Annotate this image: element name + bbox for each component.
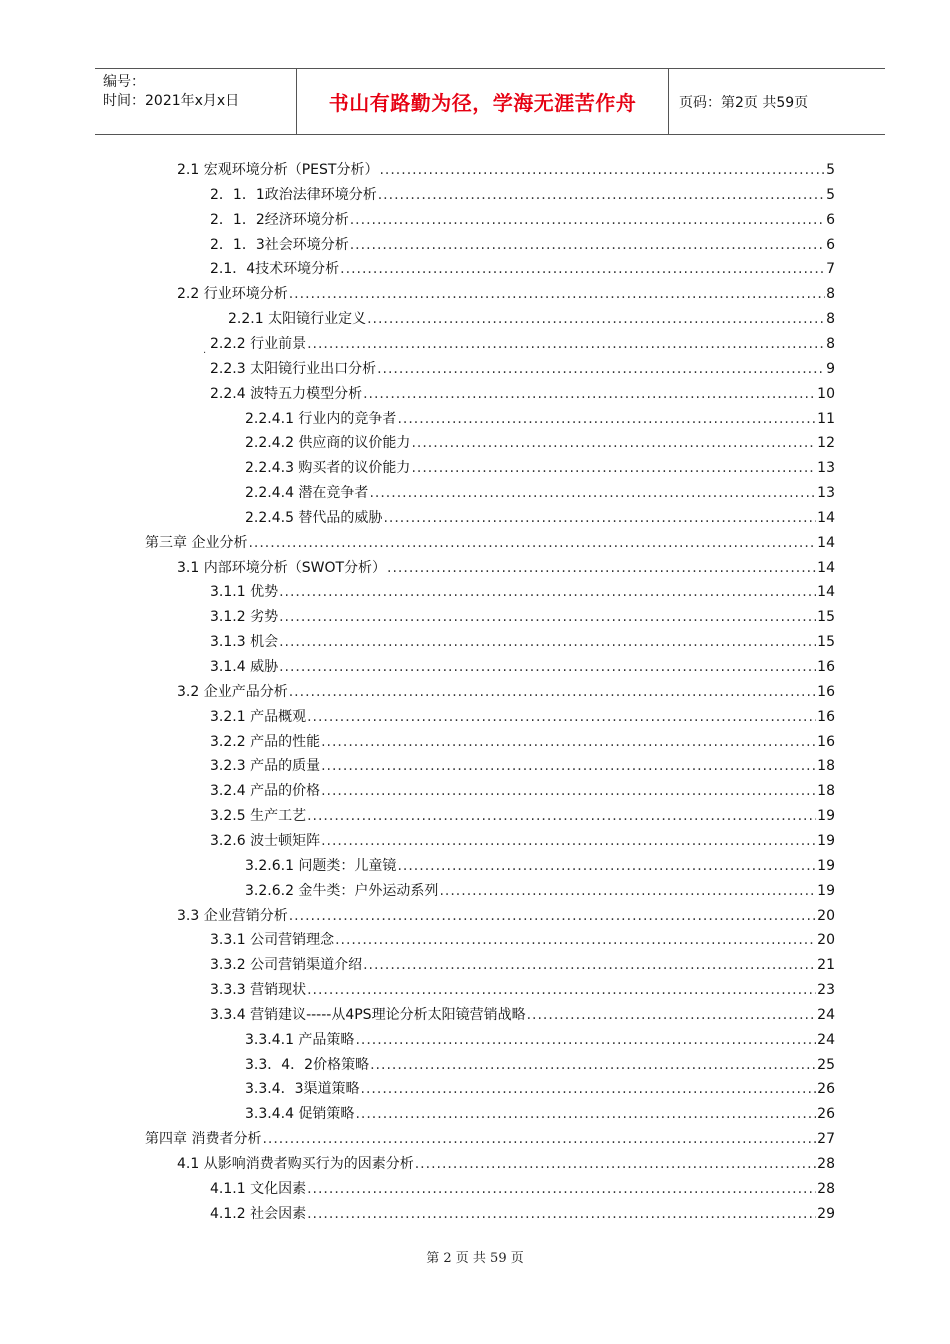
toc-entry[interactable] [210,605,835,629]
toc-entry[interactable] [210,1003,835,1027]
toc-entry[interactable] [210,754,835,778]
toc-entry-page: 20 [817,907,835,924]
toc-entry-title: 2.2.3 太阳镜行业出口分析 [210,360,377,377]
toc-leader-dots [289,904,816,928]
document-number-label: 编号： [103,74,145,90]
toc-entry-title: 3.2.6 波士顿矩阵 [210,832,321,849]
toc-entry-page: 13 [817,485,835,502]
toc-leader-dots [363,953,816,977]
toc-leader-dots [262,1127,816,1151]
toc-leader-dots [415,1152,816,1176]
toc-entry-title: 2.2.4.2 供应商的议价能力 [245,435,411,452]
toc-leader-dots [279,605,816,629]
toc-leader-dots [279,580,816,604]
toc-leader-dots [355,1102,816,1126]
toc-leader-dots [377,357,825,381]
header-meta [95,69,296,134]
toc-entry[interactable] [177,282,835,306]
toc-leader-dots [307,804,816,828]
toc-entry[interactable] [245,456,835,480]
toc-leader-dots [279,655,816,679]
toc-entry-page: 29 [817,1205,835,1222]
toc-entry-page: 19 [817,857,835,874]
toc-entry[interactable] [245,431,835,455]
toc-entry[interactable] [245,879,835,903]
toc-leader-dots [411,456,816,480]
toc-entry[interactable] [145,531,835,555]
toc-entry-page: 12 [817,435,835,452]
toc-entry-title: 4.1.1 文化因素 [210,1180,307,1197]
toc-entry-title: 3.2.2 产品的性能 [210,733,321,750]
toc-entry-title: 3.3.3 营销现状 [210,982,307,999]
toc-entry-page: 19 [817,832,835,849]
toc-leader-dots [321,829,816,853]
toc-entry[interactable] [245,1077,835,1101]
toc-entry-page: 9 [826,360,835,377]
toc-leader-dots [369,481,816,505]
toc-leader-dots [379,158,825,182]
toc-entry[interactable] [210,705,835,729]
toc-entry[interactable] [145,1127,835,1151]
toc-entry-page: 16 [817,659,835,675]
toc-entry-title: 3.1.3 机会 [210,634,279,651]
toc-entry[interactable] [210,357,835,381]
toc-entry-title: 2.2.4.4 潜在竞争者 [245,485,369,502]
toc-leader-dots [378,183,825,207]
toc-entry-page: 28 [817,1156,835,1172]
toc-entry[interactable] [210,655,835,679]
toc-entry-title: 2.1 宏观环境分析（PEST分析） [177,162,379,178]
toc-leader-dots [321,730,816,754]
toc-entry-page: 26 [817,1106,835,1123]
toc-leader-dots [289,282,825,306]
toc-leader-dots [279,630,816,654]
toc-entry-title: 2.1．4技术环境分析 [210,261,340,278]
toc-entry-page: 6 [826,211,835,228]
toc-entry-title: 2.2 行业环境分析 [177,286,288,303]
toc-entry[interactable] [210,1177,835,1201]
toc-leader-dots [527,1003,817,1027]
toc-entry-title: 3.3.4.1 产品策略 [245,1031,355,1048]
toc-entry-page: 27 [817,1131,835,1148]
toc-entry-title: 第三章 企业分析 [145,534,248,551]
toc-leader-dots [397,854,816,878]
page-header [95,68,885,135]
toc-entry-page: 14 [817,584,835,601]
toc-leader-dots [289,680,816,704]
page-info-text: 页码：第2页 共59页 [679,94,809,111]
toc-leader-dots [350,208,825,232]
toc-entry-page: 18 [817,758,835,775]
toc-leader-dots [307,1177,816,1201]
toc-entry-title: 第四章 消费者分析 [145,1131,262,1148]
toc-entry[interactable] [245,1102,835,1126]
toc-leader-dots [335,928,816,952]
toc-entry-title: 3.3.4．3渠道策略 [245,1081,360,1098]
toc-entry-title: 3.3 企业营销分析 [177,907,288,924]
toc-entry[interactable] [210,630,835,654]
toc-entry-title: 3.3．4．2价格策略 [245,1056,370,1073]
toc-entry-page: 16 [817,708,835,725]
toc-leader-dots [367,307,825,331]
toc-entry-title: 3.2 企业产品分析 [177,683,288,700]
toc-entry[interactable] [210,804,835,828]
toc-entry-page: 5 [826,186,835,203]
toc-entry-title: 3.1.2 劣势 [210,609,279,626]
toc-entry[interactable] [228,307,835,331]
toc-leader-dots [397,407,816,431]
toc-leader-dots [248,531,816,555]
toc-entry-title: 2.2.2 行业前景 [210,335,307,352]
toc-entry[interactable] [210,208,835,232]
toc-entry-page: 14 [817,534,835,551]
toc-leader-dots [383,506,816,530]
toc-entry[interactable] [245,854,835,878]
toc-entry-title: 2．1．3社会环境分析 [210,236,349,253]
document-time: 时间：2021年x月x日 [103,93,240,109]
header-page-info [669,69,885,134]
toc-entry-page: 11 [817,410,835,427]
toc-entry[interactable] [210,332,835,356]
toc-entry-page: 25 [817,1056,835,1073]
toc-entry-page: 5 [826,162,835,178]
toc-entry-title: 2.2.1 太阳镜行业定义 [228,311,367,328]
toc-entry[interactable] [177,1152,835,1176]
toc-leader-dots [307,978,816,1002]
toc-entry-title: 3.1 内部环境分析（SWOT分析） [177,559,387,576]
toc-entry-title: 4.1.2 社会因素 [210,1205,307,1222]
toc-entry[interactable] [210,233,835,257]
toc-entry-page: 15 [817,609,835,626]
toc-entry-title: 3.2.6.2 金牛类：户外运动系列 [245,882,439,899]
toc-leader-dots [355,1028,816,1052]
toc-entry[interactable] [177,158,835,182]
toc-leader-dots [370,1053,816,1077]
toc-leader-dots [340,257,825,281]
toc-entry-page: 23 [817,982,835,999]
toc-leader-dots [361,1077,817,1101]
toc-entry-page: 18 [817,783,835,800]
toc-leader-dots [439,879,816,903]
toc-entry-title: 3.3.2 公司营销渠道介绍 [210,957,363,974]
toc-entry-page: 24 [817,1031,835,1048]
toc-entry-page: 19 [817,882,835,899]
toc-entry[interactable] [177,556,835,580]
toc-entry-title: 3.2.5 生产工艺 [210,808,307,825]
toc-entry-page: 8 [826,286,835,303]
toc-entry[interactable] [210,580,835,604]
toc-leader-dots [363,382,816,406]
toc-leader-dots [307,332,825,356]
toc-entry-page: 28 [817,1180,835,1197]
toc-entry-title: 2.2.4.3 购买者的议价能力 [245,460,411,477]
page-footer [0,1247,950,1266]
toc-entry-page: 16 [817,683,835,700]
toc-entry-title: 3.2.3 产品的质量 [210,758,321,775]
toc-entry[interactable] [245,1028,835,1052]
toc-entry-page: 21 [817,957,835,974]
toc-entry[interactable] [210,829,835,853]
toc-entry[interactable] [210,928,835,952]
toc-entry-title: 3.3.1 公司营销理念 [210,932,335,949]
toc-leader-dots [321,754,816,778]
toc-entry[interactable] [210,953,835,977]
stray-mark: . [203,345,207,356]
toc-entry-page: 10 [817,385,835,402]
toc-entry[interactable] [245,506,835,530]
toc-entry-page: 8 [826,335,835,352]
toc-entry[interactable] [210,257,835,281]
toc-entry-page: 19 [817,808,835,825]
toc-entry-page: 26 [817,1081,835,1098]
toc-entry-title: 3.2.1 产品概观 [210,708,307,725]
toc-entry-title: 3.2.4 产品的价格 [210,783,321,800]
toc-entry-title: 3.2.6.1 问题类：儿童镜 [245,857,397,874]
toc-entry[interactable] [210,978,835,1002]
toc-entry-title: 3.1.4 威胁 [210,659,279,675]
toc-entry-page: 24 [817,1006,835,1023]
toc-entry[interactable] [245,481,835,505]
toc-entry-title: 3.1.1 优势 [210,584,279,601]
header-motto-cell [296,69,669,134]
toc-entry[interactable] [210,779,835,803]
toc-entry[interactable] [210,1202,835,1226]
toc-entry-title: 2.2.4.1 行业内的竞争者 [245,410,397,427]
toc-entry-page: 14 [817,509,835,526]
toc-entry[interactable] [177,904,835,928]
toc-entry-page: 7 [826,261,835,278]
toc-leader-dots [307,705,816,729]
toc-leader-dots [307,1202,816,1226]
toc-entry[interactable] [177,680,835,704]
toc-entry-page: 15 [817,634,835,651]
toc-leader-dots [350,233,825,257]
toc-entry-page: 14 [817,559,835,576]
toc-leader-dots [387,556,816,580]
toc-entry[interactable] [210,730,835,754]
toc-entry-title: 4.1 从影响消费者购买行为的因素分析 [177,1156,414,1172]
toc-entry-title: 3.3.4.4 促销策略 [245,1106,355,1123]
toc-entry-title: 3.3.4 营销建议-----从4PS理论分析太阳镜营销战略 [210,1006,526,1023]
toc-entry-title: 2.2.4 波特五力模型分析 [210,385,363,402]
toc-entry[interactable] [210,382,835,406]
toc-entry[interactable] [245,407,835,431]
toc-entry-page: 8 [826,311,835,328]
footer-page-number: 第 2 页 共 59 页 [426,1251,524,1266]
toc-entry[interactable] [210,183,835,207]
toc-entry-page: 20 [817,932,835,949]
toc-entry-title: 2．1．2经济环境分析 [210,211,349,228]
toc-entry-page: 16 [817,733,835,750]
toc-entry-title: 2.2.4.5 替代品的威胁 [245,509,383,526]
toc-entry-page: 6 [826,236,835,253]
toc-leader-dots [411,431,816,455]
toc-leader-dots [321,779,816,803]
toc-entry-title: 2．1．1政治法律环境分析 [210,186,377,203]
toc-entry[interactable] [245,1053,835,1077]
toc-entry-page: 13 [817,460,835,477]
header-motto: 书山有路勤为径，学海无涯苦作舟 [328,91,637,115]
